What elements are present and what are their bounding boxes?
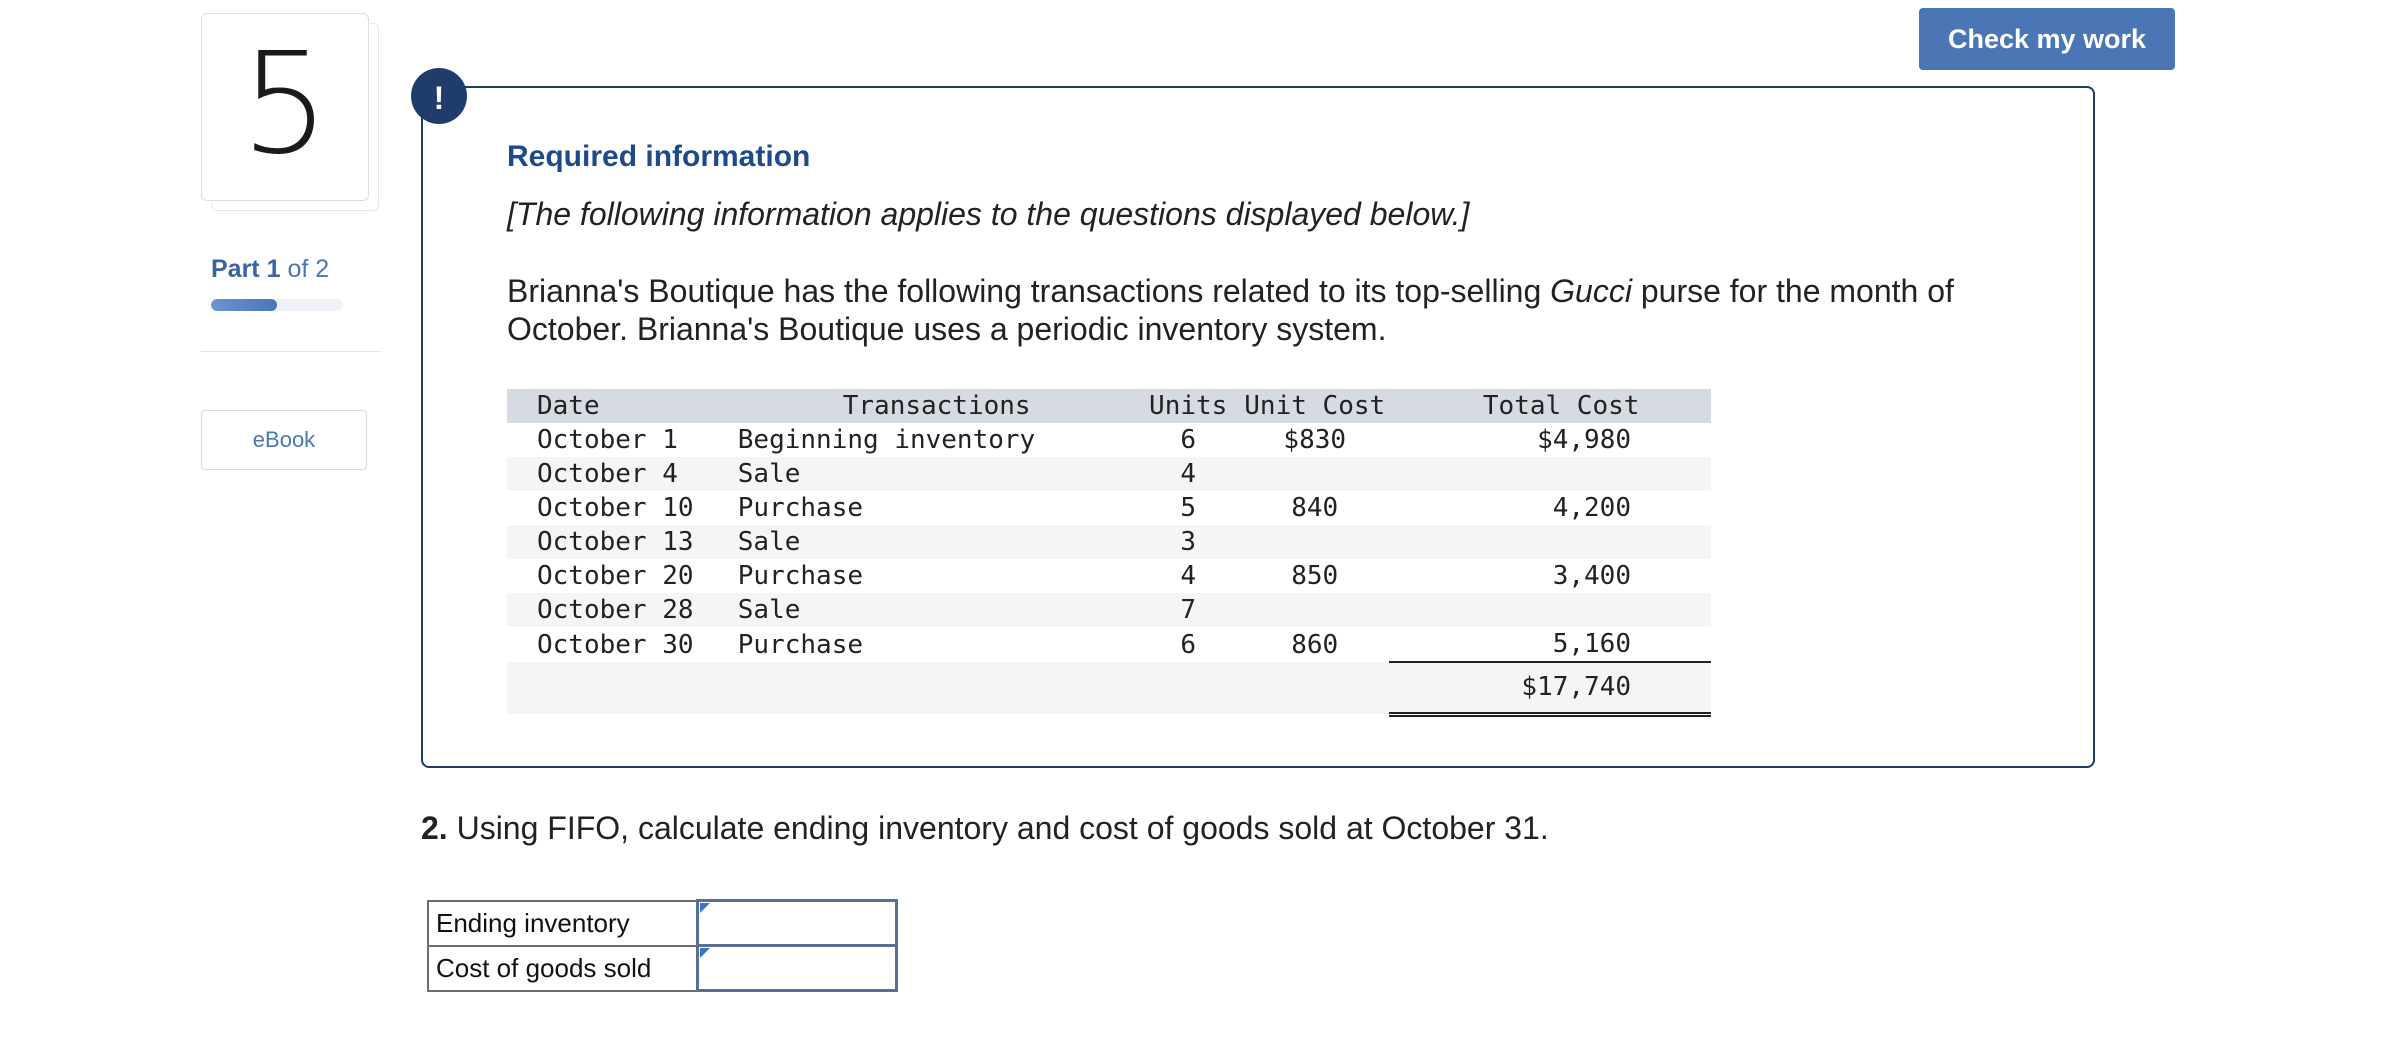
part-of-total: of 2 [287, 255, 330, 283]
cell-date: October 28 [537, 595, 694, 625]
part-current: 1 [266, 255, 281, 283]
cell-transaction: Purchase [737, 493, 864, 523]
cell-units: 5 [1180, 493, 1197, 523]
cell-total-cost: $4,980 [1537, 425, 1631, 455]
cost-of-goods-sold-label: Cost of goods sold [428, 946, 698, 991]
cell-total-cost: 4,200 [1552, 493, 1631, 523]
required-information-subtitle: [The following information applies to the questions displayed below.] [507, 196, 1470, 232]
question-number-card [201, 13, 369, 201]
header-date: Date [537, 391, 600, 421]
table-row [507, 457, 1711, 491]
header-spacer [1389, 389, 1412, 423]
brand-name: Gucci [1550, 273, 1632, 309]
cell-date: October 4 [537, 459, 678, 489]
table-row [507, 627, 1711, 662]
cell-transaction: Sale [737, 527, 801, 557]
part-progress-bar [211, 299, 343, 311]
cell-date: October 30 [537, 629, 694, 660]
part-prefix: Part [211, 255, 260, 283]
info-text-part-2: purse for the month of October. Brianna's Boutique uses a periodic inventory system. [507, 273, 1954, 347]
header-total-cost: Total Cost [1482, 391, 1640, 421]
cell-units: 3 [1180, 527, 1197, 557]
cell-transaction: Sale [737, 595, 801, 625]
cell-empty [1241, 662, 1389, 714]
part-indicator [211, 255, 329, 284]
check-my-work-button[interactable]: Check my work [1919, 8, 2175, 70]
required-information-text [507, 272, 2027, 348]
cell-unit-cost [1241, 525, 1389, 559]
cell-spacer [1389, 662, 1412, 714]
ending-inventory-input[interactable] [699, 902, 895, 944]
alert-glyph: ! [433, 79, 445, 116]
cell-spacer [1389, 491, 1412, 525]
cell-unit-cost: 860 [1291, 629, 1339, 660]
cell-spacer [1389, 593, 1412, 627]
cell-spacer [1389, 559, 1412, 593]
alert-icon [411, 68, 467, 124]
cell-transaction: Beginning inventory [737, 425, 1036, 455]
cell-transaction: Sale [737, 459, 801, 489]
question-body: Using FIFO, calculate ending inventory and cost of goods sold at October 31. [447, 810, 1549, 846]
cell-unit-cost: 840 [1291, 493, 1339, 523]
table-row [507, 491, 1711, 525]
grand-total-row [507, 662, 1711, 714]
cell-empty [738, 662, 1136, 714]
header-transactions: Transactions [842, 391, 1031, 421]
cell-units: 6 [1180, 629, 1197, 660]
cost-of-goods-sold-input[interactable] [699, 947, 895, 989]
cell-transaction: Purchase [737, 629, 864, 660]
question-number: 5 [240, 23, 330, 186]
cell-unit-cost [1241, 593, 1389, 627]
left-divider [201, 351, 381, 352]
cell-date: October 20 [537, 561, 694, 591]
cell-transaction: Purchase [737, 561, 864, 591]
cell-spacer [1389, 457, 1412, 491]
cell-spacer [1389, 627, 1412, 662]
cell-units: 7 [1180, 595, 1197, 625]
cell-unit-cost [1241, 457, 1389, 491]
cell-units: 4 [1180, 561, 1197, 591]
cost-of-goods-sold-cell [698, 946, 897, 991]
answer-row-cost-of-goods-sold [428, 946, 897, 991]
cell-empty [507, 662, 738, 714]
ending-inventory-cell [698, 901, 897, 946]
table-row [507, 423, 1711, 457]
cell-spacer [1389, 525, 1412, 559]
header-units: Units [1149, 391, 1228, 421]
cell-total-cost [1411, 457, 1711, 491]
transactions-table [507, 389, 1711, 717]
cell-spacer [1389, 423, 1412, 457]
required-information-title: Required information [507, 140, 811, 173]
cell-date: October 13 [537, 527, 694, 557]
question-text [421, 810, 1549, 847]
info-text-part-1: Brianna's Boutique has the following transactions related to its top-selling [507, 273, 1551, 309]
ebook-button[interactable] [201, 410, 367, 470]
part-progress-fill [211, 299, 277, 311]
ending-inventory-label: Ending inventory [428, 901, 698, 946]
transactions-header-row [507, 389, 1711, 423]
cell-total-cost [1411, 525, 1711, 559]
ebook-label: eBook [252, 427, 316, 452]
table-row [507, 593, 1711, 627]
grand-total: $17,740 [1411, 662, 1711, 714]
cell-unit-cost: $830 [1283, 425, 1347, 455]
table-row [507, 559, 1711, 593]
cell-total-cost [1411, 593, 1711, 627]
cell-total-cost: 3,400 [1552, 561, 1631, 591]
cell-unit-cost: 850 [1291, 561, 1339, 591]
cell-units: 6 [1180, 425, 1197, 455]
header-unit-cost: Unit Cost [1244, 391, 1386, 421]
answer-row-ending-inventory [428, 901, 897, 946]
answer-table [427, 899, 898, 992]
cell-units: 4 [1180, 459, 1197, 489]
table-row [507, 525, 1711, 559]
question-number-label: 2. [421, 810, 448, 846]
cell-date: October 1 [537, 425, 678, 455]
cell-total-cost: 5,160 [1411, 627, 1711, 662]
cell-date: October 10 [537, 493, 694, 523]
cell-empty [1136, 662, 1241, 714]
